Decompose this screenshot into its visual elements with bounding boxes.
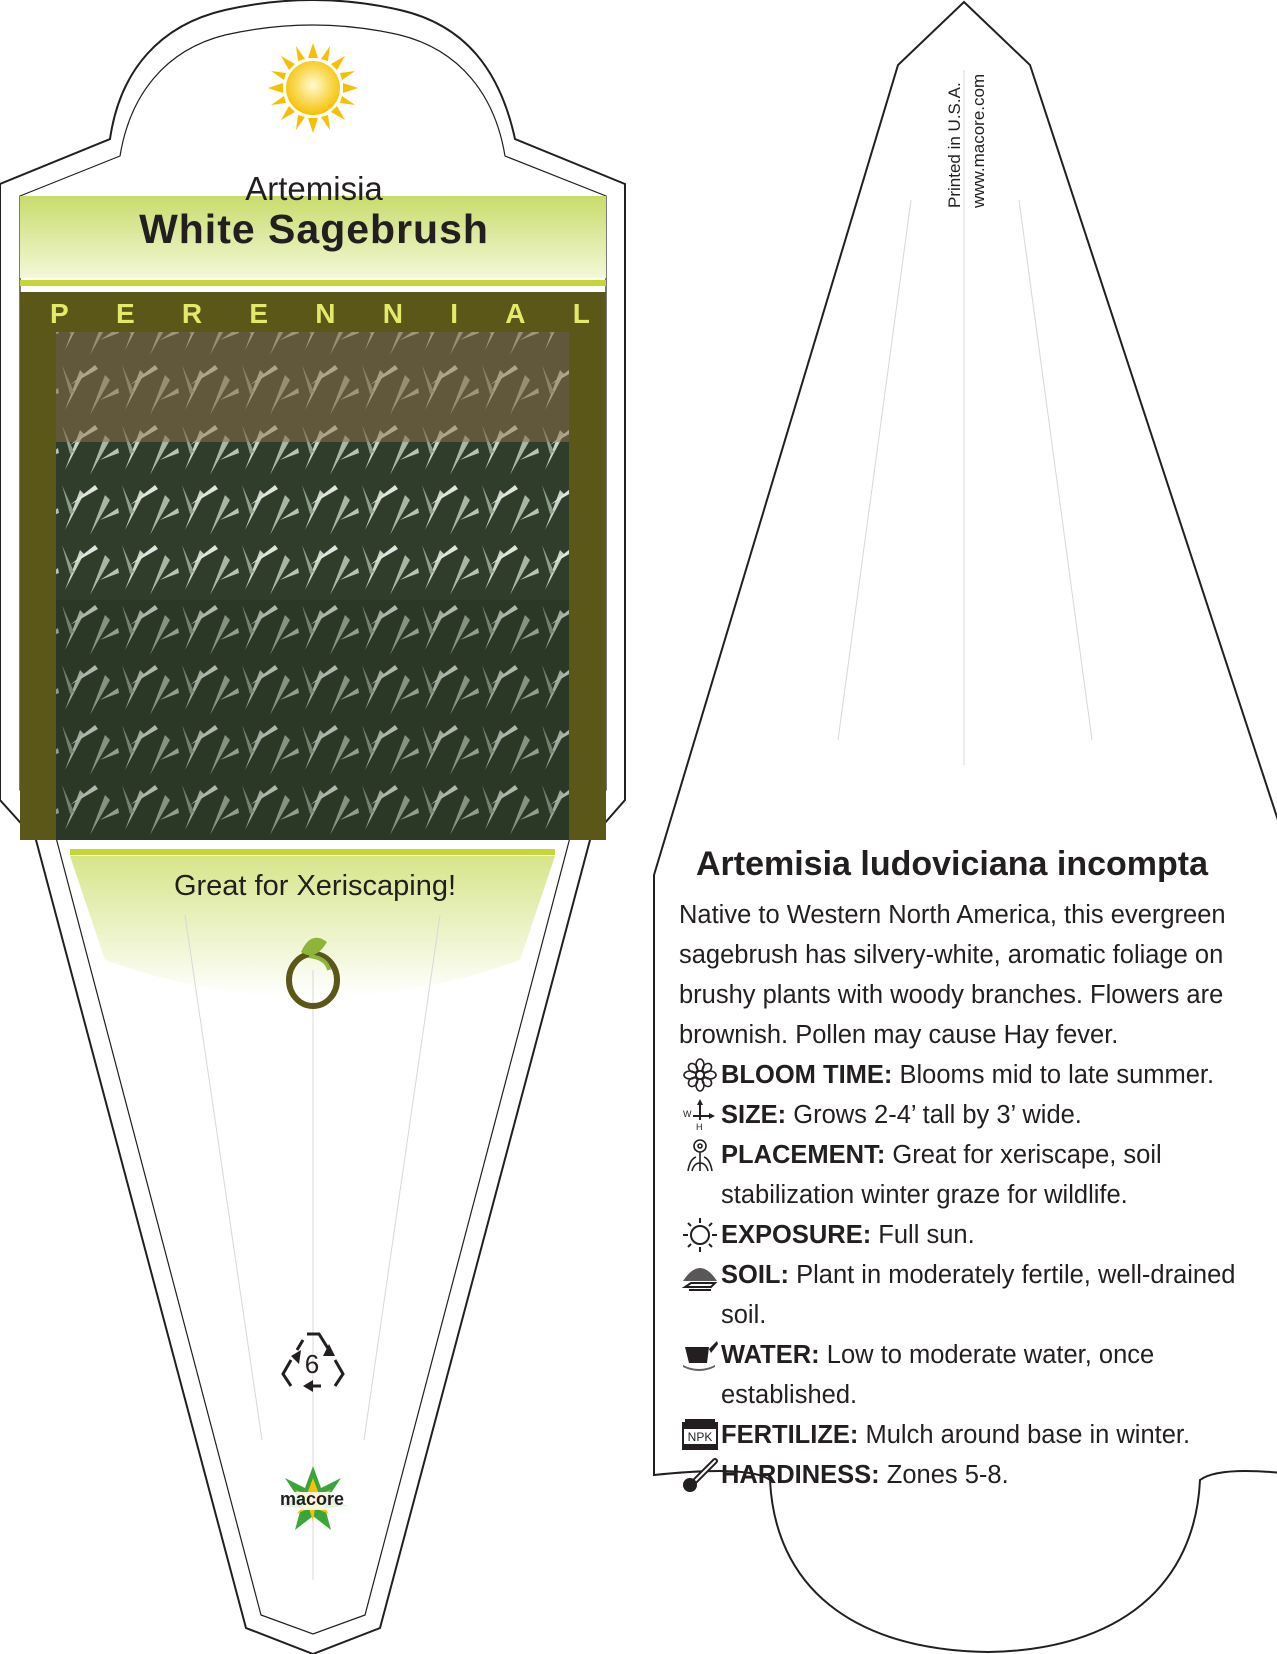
flower-icon — [679, 1055, 721, 1095]
bloom-time-label: BLOOM TIME: — [721, 1061, 893, 1089]
category-letter: L — [572, 298, 590, 329]
svg-text:NPK: NPK — [687, 1430, 713, 1444]
category-letter: R — [181, 298, 203, 329]
svg-text:W: W — [683, 1109, 692, 1119]
sun-icon — [268, 43, 358, 133]
bloom-time-row — [679, 1055, 1269, 1095]
genus-name: Artemisia — [245, 170, 383, 207]
water-text: Low to moderate water, once established. — [721, 1341, 1155, 1409]
exposure-label: EXPOSURE: — [721, 1221, 872, 1249]
category-letter: E — [249, 298, 269, 329]
exposure-row — [679, 1215, 1269, 1255]
placement-row — [679, 1135, 1269, 1215]
watering-can-icon — [679, 1335, 721, 1375]
printed-in-label: Printed in U.S.A. — [945, 82, 964, 208]
category-letter: A — [505, 298, 526, 329]
description: Native to Western North America, this evergreen sagebrush has silvery-white, aromatic foliage on brushy plants with woody branches. Flowers are brownish. Pollen may cause Hay fever. — [679, 901, 1226, 1049]
size-icon — [679, 1095, 721, 1135]
hardiness-text: Zones 5-8. — [879, 1461, 1009, 1489]
category-letter: I — [450, 298, 459, 329]
size-label: SIZE: — [721, 1101, 787, 1129]
hardiness-label: HARDINESS: — [721, 1461, 880, 1489]
placement-text: Great for xeriscape, soil stabilization winter graze for wildlife. — [721, 1141, 1162, 1209]
placement-icon — [679, 1135, 721, 1175]
placement-label: PLACEMENT: — [721, 1141, 886, 1169]
category-label — [50, 298, 590, 330]
botanical-name: Artemisia ludoviciana incompta — [695, 845, 1209, 883]
care-info — [679, 895, 1269, 1495]
fertilize-text: Mulch around base in winter. — [858, 1421, 1191, 1449]
recycle-number: 6 — [304, 1349, 320, 1379]
brand-logo-text: macore — [279, 1489, 345, 1509]
svg-text:H: H — [696, 1122, 703, 1132]
category-letter: E — [115, 298, 135, 329]
tagline: Great for Xeriscaping! — [173, 870, 457, 902]
category-letter: N — [382, 298, 404, 329]
category-letter: P — [50, 298, 69, 329]
exposure-text: Full sun. — [871, 1221, 975, 1249]
thermometer-icon — [679, 1455, 721, 1495]
soil-text: Plant in moderately fertile, well-drained soil. — [721, 1261, 1236, 1329]
soil-icon — [679, 1255, 721, 1295]
size-row — [679, 1095, 1269, 1135]
water-label: WATER: — [721, 1341, 820, 1369]
category-letter: N — [315, 298, 336, 329]
website-label: www.macore.com — [969, 73, 988, 208]
hardiness-row — [679, 1455, 1269, 1495]
npk-icon — [679, 1415, 721, 1455]
fertilize-label: FERTILIZE: — [721, 1421, 859, 1449]
fertilize-row — [679, 1415, 1269, 1455]
bloom-time-text: Blooms mid to late summer. — [892, 1061, 1215, 1089]
common-name: White Sagebrush — [139, 206, 489, 252]
water-row — [679, 1335, 1269, 1415]
plant-photo — [56, 332, 569, 840]
sun-icon — [679, 1215, 721, 1255]
size-text: Grows 2-4’ tall by 3’ wide. — [786, 1101, 1082, 1129]
soil-label: SOIL: — [721, 1261, 789, 1289]
soil-row — [679, 1255, 1269, 1335]
